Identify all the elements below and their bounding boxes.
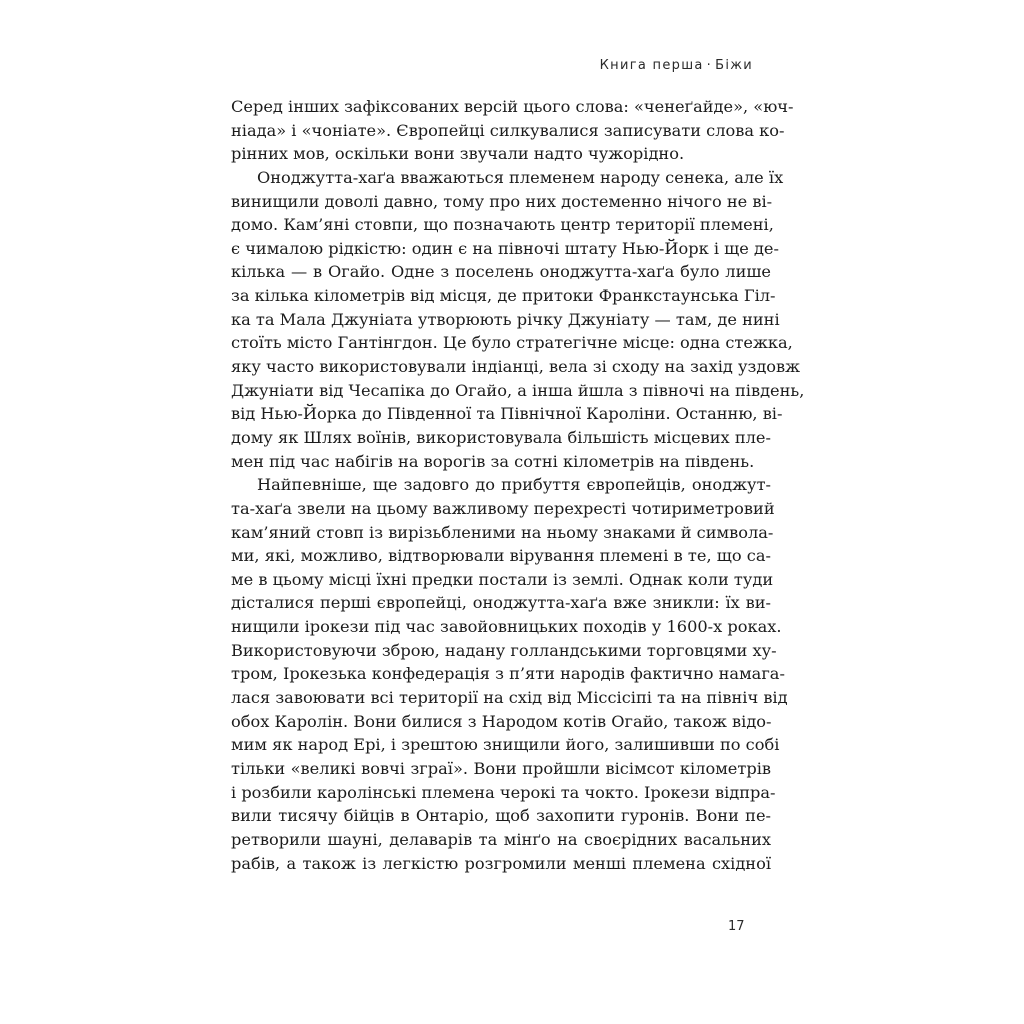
text-line: домо. Кам’яні стовпи, що позначають центр території племені, [231,215,774,235]
text-line: Оноджутта-хаґа вважаються племенем народу сенека, але їх [257,167,784,187]
paragraph [231,166,805,473]
text-line: кілька — в Огайо. Одне з поселень оноджутта-хаґа було лише [231,262,771,282]
text-line: ка та Мала Джуніата утворюють річку Джуніату — там, де нині [231,309,780,329]
text-line: нищили ірокези під час завойовницьких походів у 1600-х роках. [231,617,782,637]
text-line: яку часто використовували індіанці, вела зі сходу на захід уздовж [231,357,801,377]
text-line: від Нью-Йорка до Південної та Північної Кароліни. Останню, ві- [231,404,783,424]
text-line: лася завоювати всі території на схід від Міссісіпі та на північ від [231,688,788,708]
page-number: 17 [728,919,745,934]
text-line: Використовуючи зброю, надану голландськими торговцями ху- [231,640,777,660]
text-line: дому як Шлях воїнів, використовувала більшість місцевих пле- [231,427,771,447]
text-line: дісталися перші європейці, оноджутта-хаґа вже зникли: їх ви- [231,593,771,613]
text-line: винищили доволі давно, тому про них достеменно нічого не ві- [231,191,773,211]
text-line: ме в цьому місці їхні предки постали із землі. Однак коли туди [231,569,774,589]
running-head-chapter: Біжи [715,58,753,73]
text-line: рабів, а також із легкістю розгромили менші племена східної [231,853,771,873]
text-line: є чималою рідкістю: один є на півночі штату Нью-Йорк і ще де- [231,238,779,258]
text-line: за кілька кілометрів від місця, де притоки Франкстаунська Гіл- [231,286,776,306]
paragraph [231,473,788,875]
body-text [231,95,805,875]
text-line: Серед інших зафіксованих версій цього слова: «ченеґайде», «юч- [231,97,794,116]
text-line: рінних мов, оскільки вони звучали надто чужорідно. [231,144,685,164]
text-line: тром, Ірокезька конфедерація з п’яти народів фактично намага- [231,664,785,684]
text-line: обох Каролін. Вони билися з Народом котів Огайо, також відо- [231,711,772,731]
text-line: вили тисячу бійців в Онтаріо, щоб захопити гуронів. Вони пе- [231,806,771,826]
text-line: ретворили шауні, делаварів та мінґо на своєрідних васальних [231,829,771,849]
text-line: кам’яний стовп із вирізьбленими на ньому знаками й символа- [231,522,774,542]
text-line: тільки «великі вовчі зграї». Вони пройшли вісімсот кілометрів [231,758,771,778]
running-head-separator: · [706,58,713,73]
text-line: мим як народ Ері, і зрештою знищили його, залишивши по собі [231,735,780,755]
text-line: ніада» і «чоніате». Європейці силкувалися записувати слова ко- [231,120,785,140]
text-line: та-хаґа звели на цьому важливому перехресті чотириметровий [231,498,775,518]
text-line: Джуніати від Чесапіка до Огайо, а інша йшла з півночі на південь, [231,380,805,400]
text-line: стоїть місто Гантінгдон. Це було стратегічне місце: одна стежка, [231,333,793,353]
text-line: ми, які, можливо, відтворювали вірування племені в те, що са- [231,546,771,566]
paragraph [231,95,794,166]
text-line: Найпевніше, ще задовго до прибуття європейців, оноджут- [257,475,771,495]
text-line: і розбили каролінські племена черокі та чокто. Ірокези відпра- [231,782,776,802]
running-head-book: Книга перша [599,58,704,73]
text-line: мен під час набігів на ворогів за сотні кілометрів на південь. [231,451,755,471]
running-head [600,58,753,73]
